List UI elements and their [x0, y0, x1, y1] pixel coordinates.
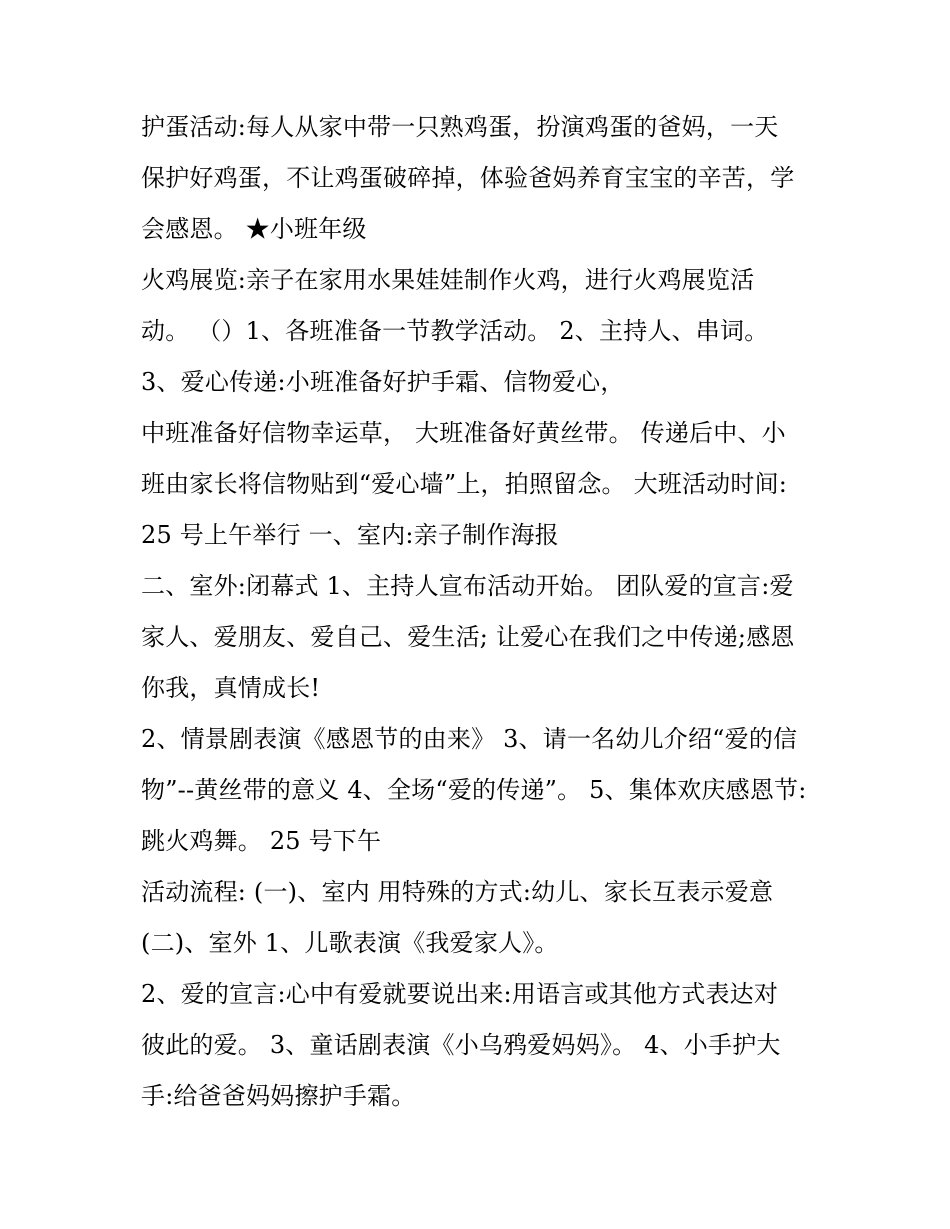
text-line: 跳火鸡舞。 25 号下午	[141, 827, 382, 855]
text-line: 中班准备好信物幸运草， 大班准备好黄丝带。 传递后中、小	[141, 419, 786, 447]
text-line: 护蛋活动:每人从家中带一只熟鸡蛋，扮演鸡蛋的爸妈，一天	[141, 113, 779, 141]
document-body	[141, 102, 831, 1122]
text-line: 火鸡展览:亲子在家用水果娃娃制作火鸡，进行火鸡展览活	[141, 266, 755, 294]
text-line: 会感恩。 ★小班年级	[141, 215, 367, 243]
text-line: 你我，真情成长!	[141, 674, 321, 702]
text-line: 3、爱心传递:小班准备好护手霜、信物爱心，	[141, 368, 625, 396]
text-line: (二)、室外 1、儿歌表演《我爱家人》。	[141, 929, 559, 957]
text-line: 彼此的爱。 3、童话剧表演《小乌鸦爱妈妈》。 4、小手护大	[141, 1031, 781, 1059]
text-line: 25 号上午举行 一、室内:亲子制作海报	[141, 521, 559, 549]
text-line: 活动流程: (一)、室内 用特殊的方式:幼儿、家长互表示爱意	[141, 878, 774, 906]
text-line: 动。 （）1、各班准备一节教学活动。 2、主持人、串词。	[141, 317, 769, 345]
text-line: 手:给爸爸妈妈擦护手霜。	[141, 1082, 416, 1110]
text-line: 二、室外:闭幕式 1、主持人宣布活动开始。 团队爱的宣言:爱	[141, 572, 794, 600]
text-line: 物”--黄丝带的意义 4、全场“爱的传递”。 5、集体欢庆感恩节:	[141, 776, 807, 804]
text-line: 2、爱的宣言:心中有爱就要说出来:用语言或其他方式表达对	[141, 980, 779, 1008]
text-line: 班由家长将信物贴到“爱心墙”上，拍照留念。 大班活动时间:	[141, 470, 788, 498]
text-line: 家人、爱朋友、爱自己、爱生活; 让爱心在我们之中传递;感恩	[141, 623, 795, 651]
text-line: 保护好鸡蛋，不让鸡蛋破碎掉，体验爸妈养育宝宝的辛苦，学	[141, 164, 795, 192]
text-line: 2、情景剧表演《感恩节的由来》 3、请一名幼儿介绍“爱的信	[141, 725, 798, 753]
